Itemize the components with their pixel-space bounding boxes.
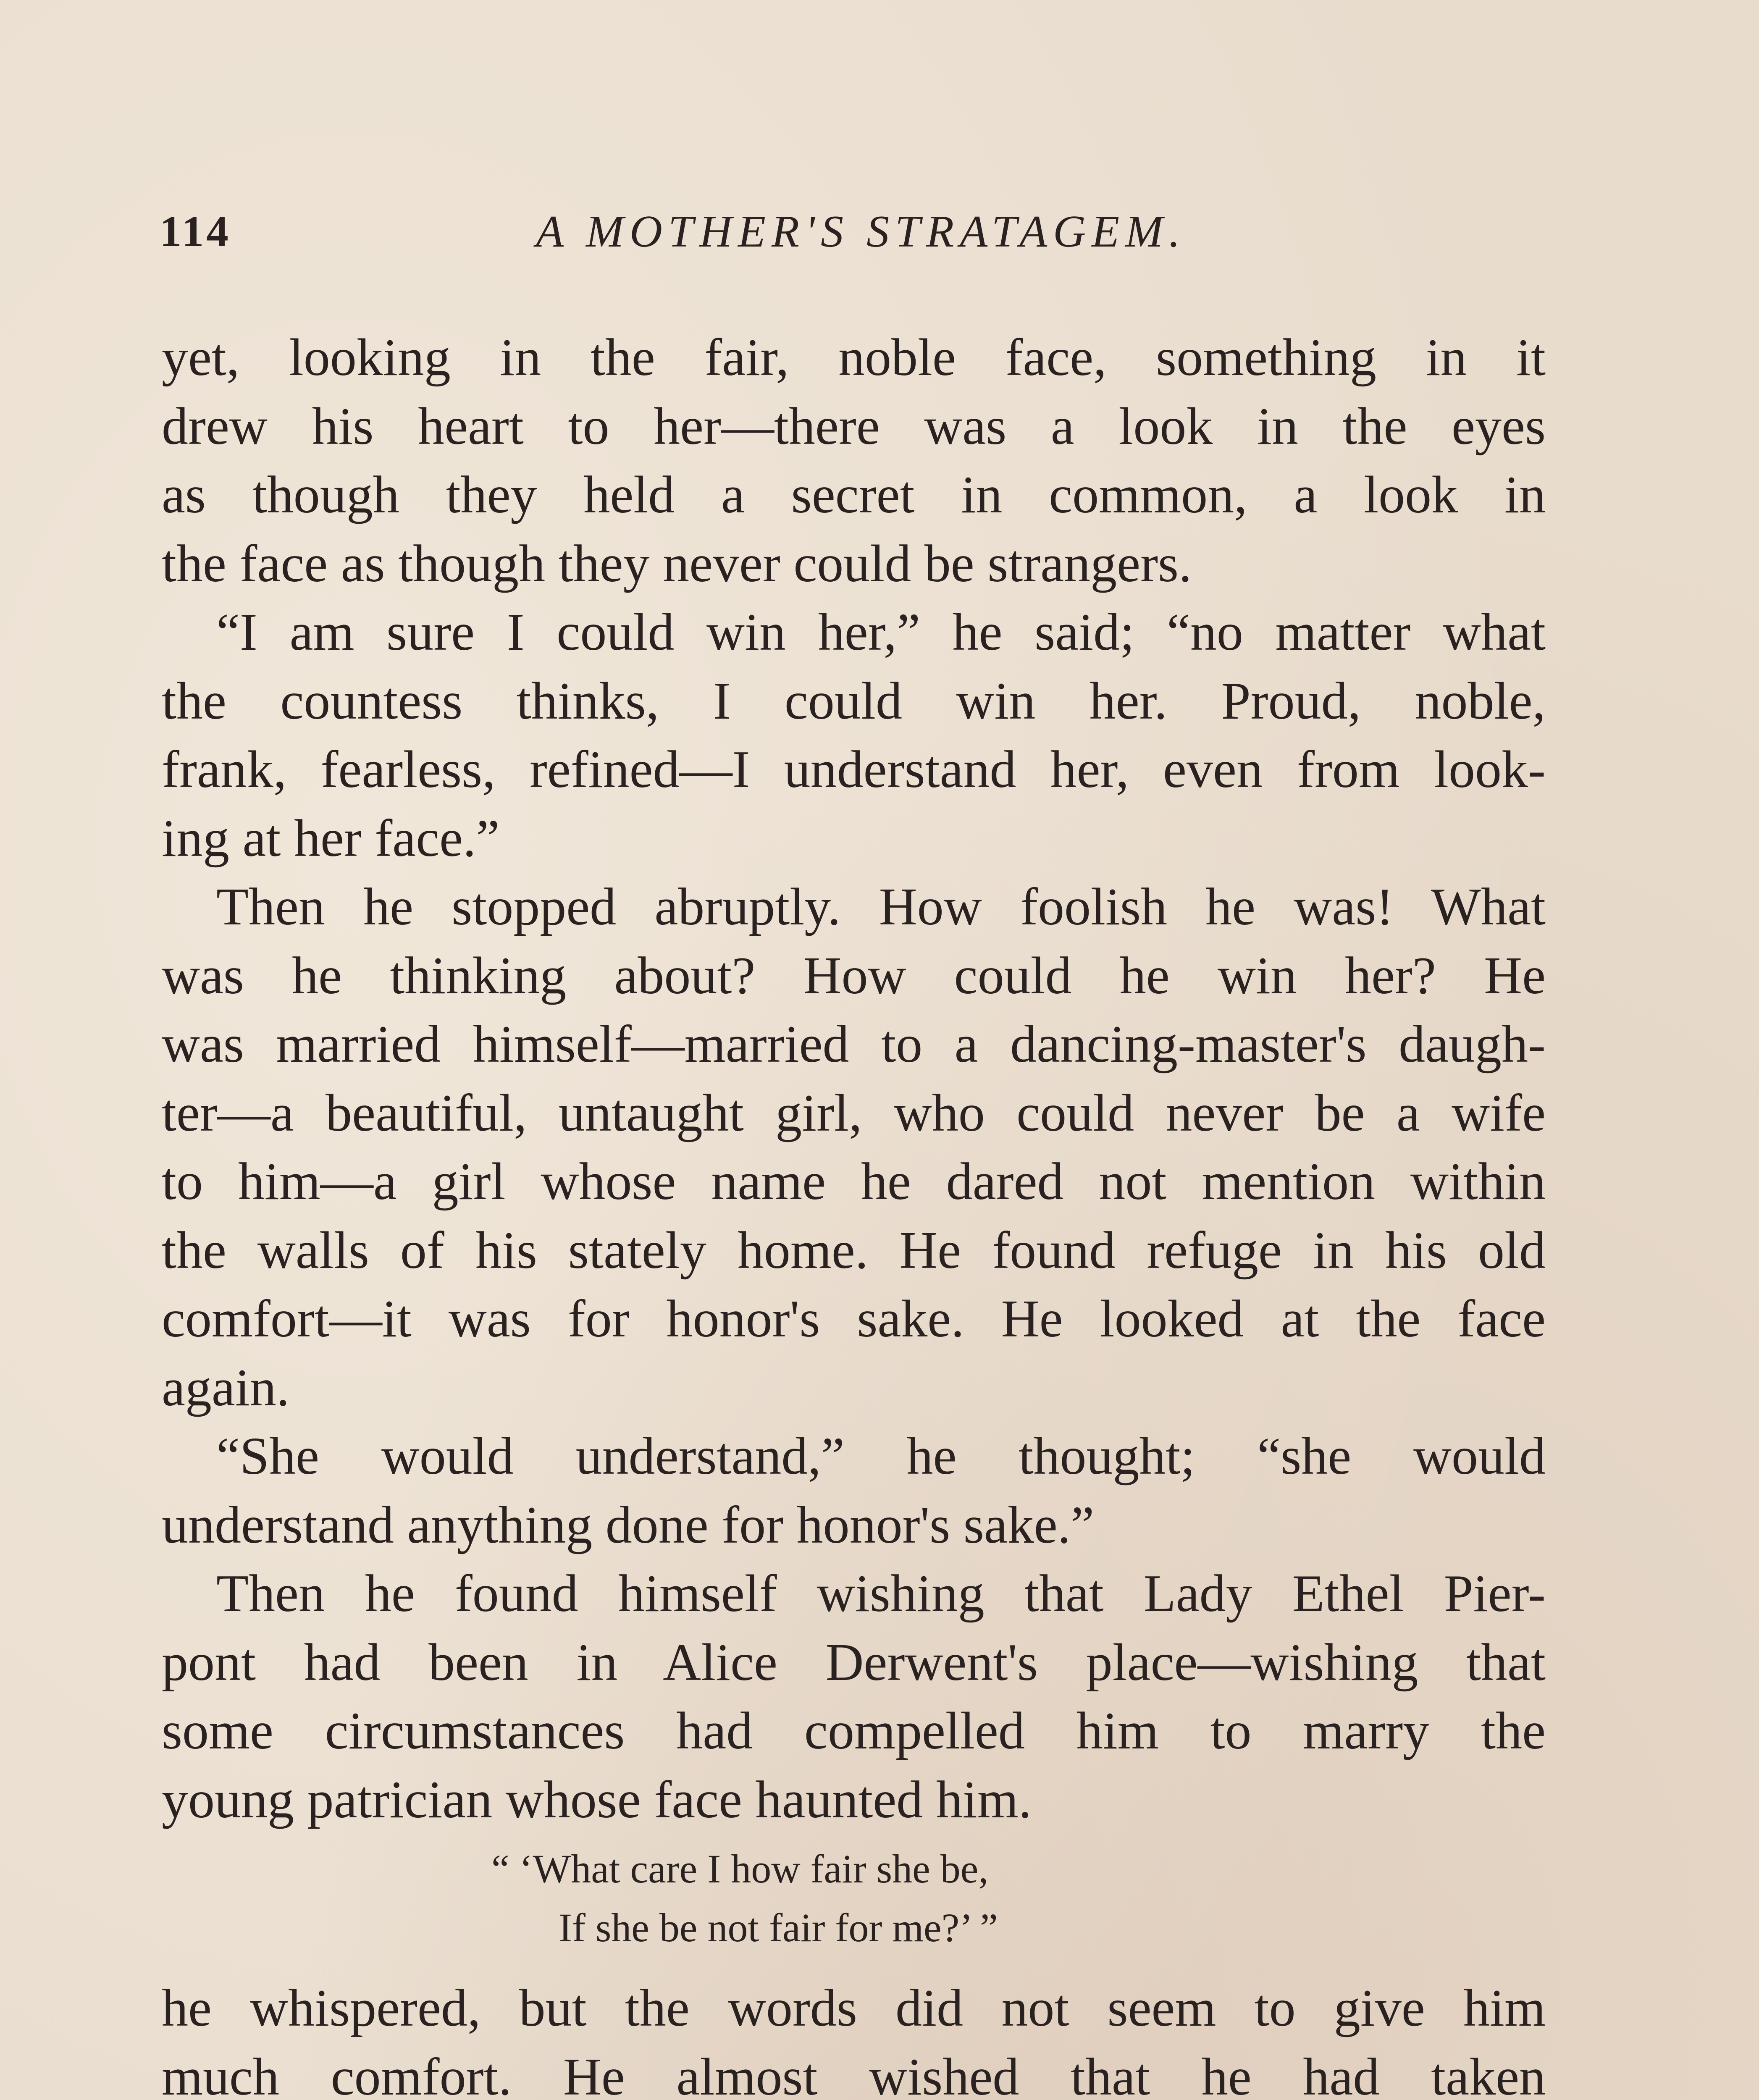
text-line: ter—a beautiful, untaught girl, who could never be a wife: [162, 1084, 1546, 1142]
text-line: was married himself—married to a dancing-master's daugh-: [162, 1015, 1546, 1074]
text-line: ing at her face.”: [162, 809, 500, 868]
running-title: A MOTHER'S STRATAGEM.: [536, 207, 1187, 257]
verse-quote: [491, 1840, 1205, 1957]
text-line: drew his heart to her—there was a look in the eyes: [162, 397, 1546, 456]
page-header: [160, 206, 1546, 269]
text-line: was he thinking about? How could he win her? He: [162, 946, 1546, 1005]
text-line: Then he found himself wishing that Lady Ethel Pier-: [216, 1564, 1546, 1623]
text-line: as though they held a secret in common, a look in: [162, 466, 1546, 524]
body-text-bottom: [162, 1974, 1546, 2100]
text-line: comfort—it was for honor's sake. He looked at the face: [162, 1290, 1546, 1348]
text-line: pont had been in Alice Derwent's place—wishing that: [162, 1633, 1546, 1692]
text-line: “She would understand,” he thought; “she would: [216, 1427, 1546, 1486]
text-line: frank, fearless, refined—I understand her, even from look-: [162, 740, 1546, 799]
page-number: 114: [160, 207, 231, 256]
text-line: much comfort. He almost wished that he had taken: [162, 2048, 1546, 2100]
text-line: young patrician whose face haunted him.: [162, 1770, 1032, 1829]
text-line: again.: [162, 1358, 290, 1417]
text-line: yet, looking in the fair, noble face, something in it: [162, 328, 1546, 387]
verse-line: If she be not fair for me?’ ”: [559, 1905, 998, 1950]
text-line: understand anything done for honor's sake.”: [162, 1496, 1095, 1554]
text-line: Then he stopped abruptly. How foolish he was! What: [216, 878, 1546, 936]
text-line: to him—a girl whose name he dared not mention within: [162, 1152, 1546, 1211]
text-line: the face as though they never could be strangers.: [162, 534, 1192, 593]
text-line: some circumstances had compelled him to marry the: [162, 1702, 1546, 1760]
text-line: “I am sure I could win her,” he said; “no matter what: [216, 603, 1546, 662]
text-line: he whispered, but the words did not seem to give him: [162, 1979, 1546, 2037]
text-line: the walls of his stately home. He found refuge in his old: [162, 1221, 1546, 1280]
text-line: the countess thinks, I could win her. Proud, noble,: [162, 672, 1546, 730]
body-text-top: [162, 323, 1546, 1834]
verse-line: “ ‘What care I how fair she be,: [491, 1846, 989, 1891]
